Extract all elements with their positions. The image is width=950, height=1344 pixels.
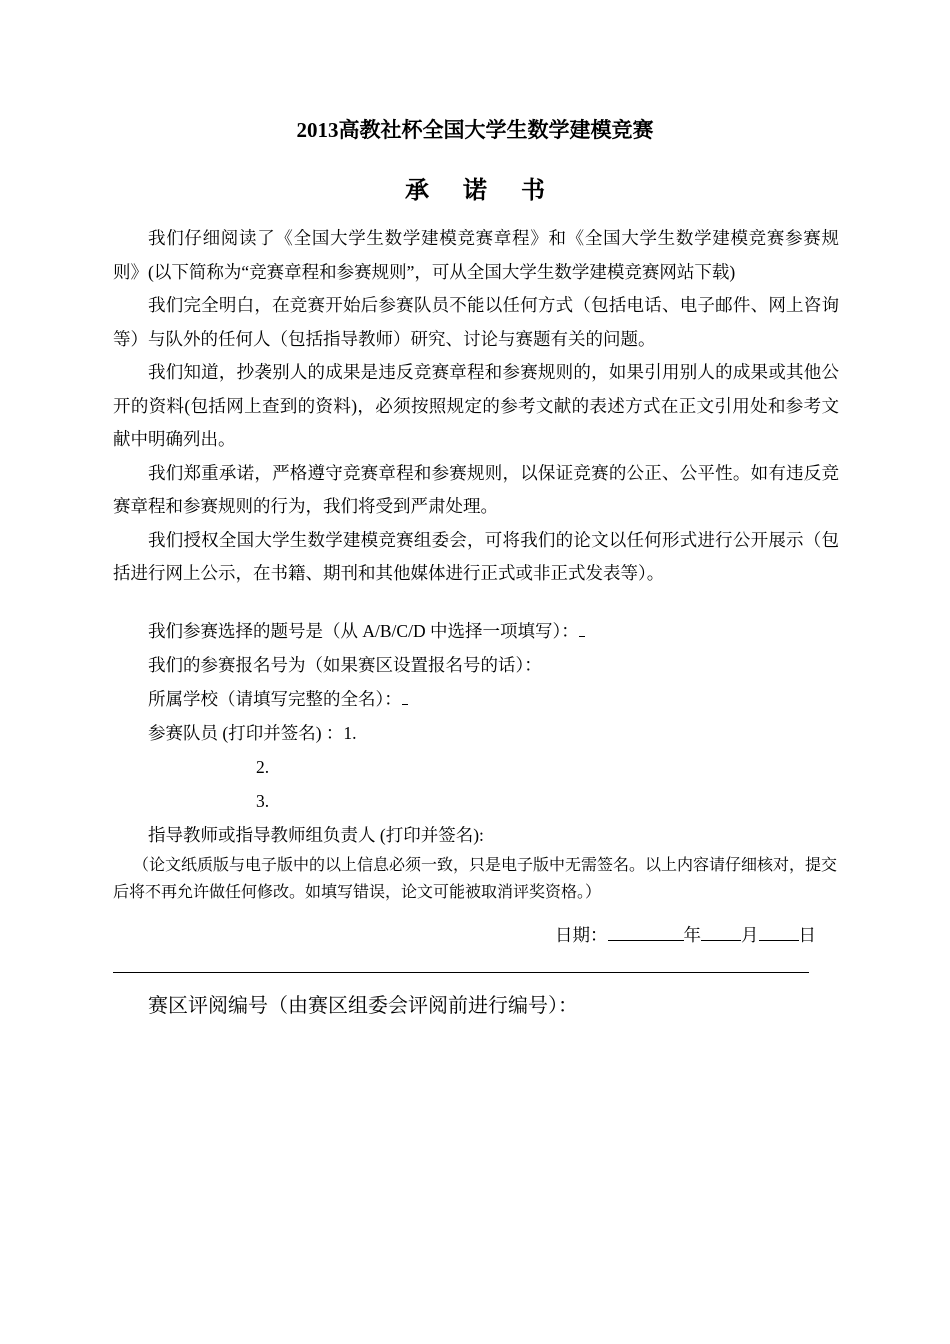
paragraph-2: 我们完全明白，在竞赛开始后参赛队员不能以任何方式（包括电话、电子邮件、网上咨询等）与队外的任何人（包括指导教师）研究、讨论与赛题有关的问题。	[113, 295, 839, 349]
member-2-label: 2.	[256, 757, 270, 777]
document-title: 2013高教社杯全国大学生数学建模竞赛	[296, 118, 654, 142]
info-note-text: （论文纸质版与电子版中的以上信息必须一致，只是电子版中无需签名。以上内容请仔细核对，提交后将不再允许做任何修改。如填写错误，论文可能被取消评奖资格。）	[113, 855, 838, 901]
problem-blank[interactable]	[579, 618, 585, 637]
date-month-blank[interactable]	[701, 920, 741, 941]
problem-row	[148, 615, 848, 649]
registration-row	[148, 649, 848, 683]
school-row	[148, 683, 848, 717]
section-divider	[113, 972, 809, 973]
paragraph-3: 我们知道，抄袭别人的成果是违反竞赛章程和参赛规则的，如果引用别人的成果或其他公开的资料(包括网上查到的资料)，必须按照规定的参考文献的表述方式在正文引用处和参考文献中明确列出。	[113, 362, 839, 449]
date-day-label: 日	[798, 925, 816, 945]
entry-form	[148, 615, 848, 853]
date-month-label: 月	[741, 925, 759, 945]
date-year-blank[interactable]	[608, 920, 684, 941]
paragraph-4: 我们郑重承诺，严格遵守竞赛章程和参赛规则，以保证竞赛的公正、公平性。如有违反竞赛章程和参赛规则的行为，我们将受到严肃处理。	[113, 462, 839, 516]
date-year-label: 年	[683, 925, 701, 945]
date-line	[555, 920, 816, 950]
document-subtitle: 承 诺 书	[405, 178, 559, 204]
paragraph-5: 我们授权全国大学生数学建模竞赛组委会，可将我们的论文以任何形式进行公开展示（包括进行网上公示，在书籍、期刊和其他媒体进行正式或非正式发表等）。	[113, 529, 839, 583]
date-day-blank[interactable]	[759, 920, 799, 941]
commitment-body	[113, 222, 839, 591]
school-blank[interactable]	[402, 686, 408, 705]
date-label: 日期：	[555, 925, 608, 945]
members-row	[148, 717, 848, 751]
registration-label: 我们的参赛报名号为（如果赛区设置报名号的话）：	[148, 655, 542, 675]
problem-label: 我们参赛选择的题号是（从 A/B/C/D 中选择一项填写）：	[148, 621, 579, 641]
school-label: 所属学校（请填写完整的全名）：	[148, 689, 402, 709]
members-label: 参赛队员 (打印并签名) ：1.	[148, 723, 357, 743]
info-note	[113, 851, 843, 905]
advisor-label: 指导教师或指导教师组负责人 (打印并签名):	[148, 825, 484, 845]
member-3-row	[148, 785, 848, 819]
advisor-row	[148, 819, 848, 853]
member-2-row	[148, 751, 848, 785]
review-number-label: 赛区评阅编号（由赛区组委会评阅前进行编号）：	[148, 995, 578, 1017]
paragraph-1: 我们仔细阅读了《全国大学生数学建模竞赛章程》和《全国大学生数学建模竞赛参赛规则》(以下简称为“竞赛章程和参赛规则”，可从全国大学生数学建模竞赛网站下载)	[113, 228, 839, 282]
member-3-label: 3.	[256, 791, 270, 811]
